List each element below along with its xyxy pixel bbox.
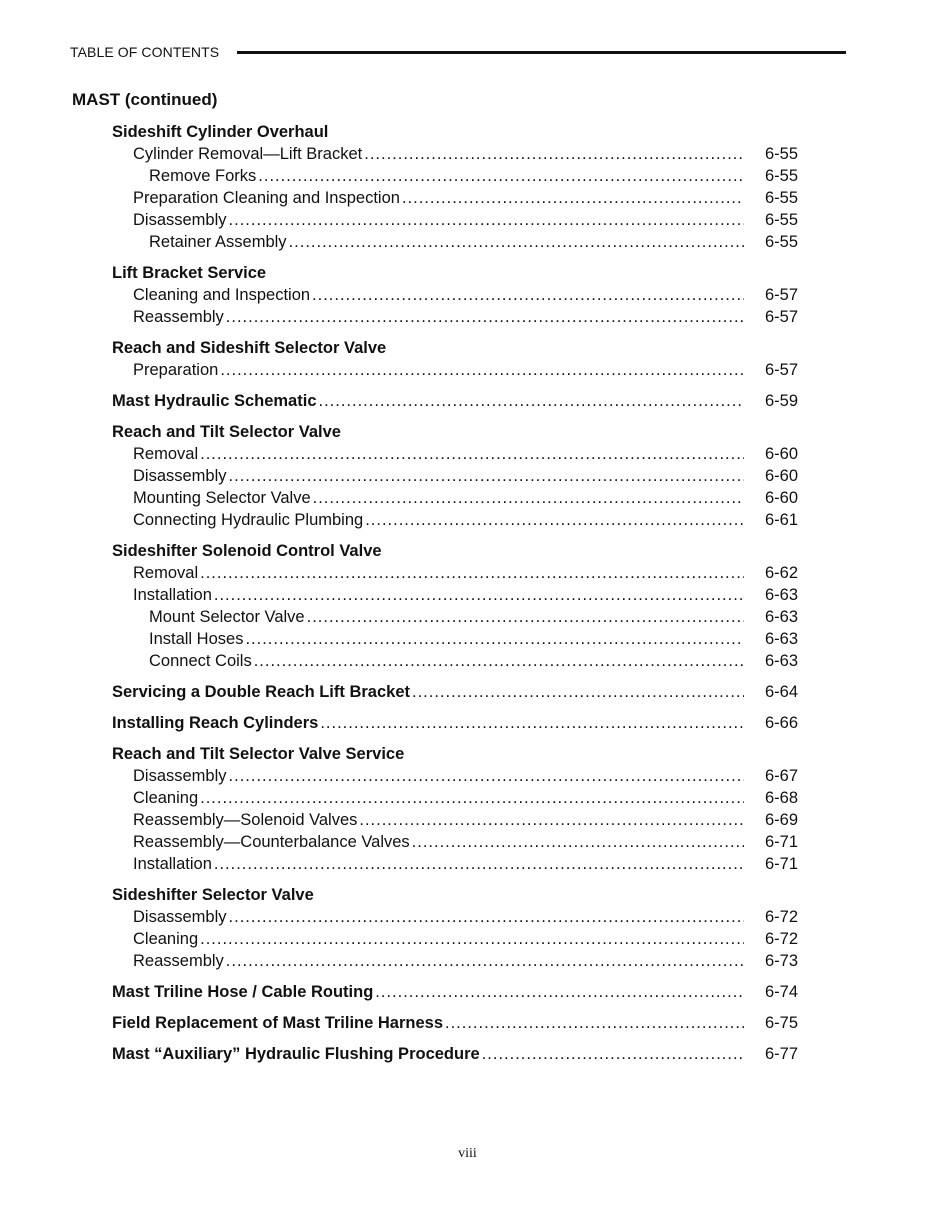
toc-entry[interactable]: [112, 606, 798, 628]
entry-page: 6-63: [764, 586, 798, 604]
entry-page: 6-60: [764, 467, 798, 485]
dot-leader: [312, 284, 744, 306]
section-title: Sideshift Cylinder Overhaul: [112, 123, 329, 141]
dot-leader: [289, 231, 744, 253]
entry-label: Removal: [133, 564, 199, 582]
toc-entry[interactable]: [112, 650, 798, 672]
entry-label: Disassembly: [133, 211, 227, 229]
entry-label: Mount Selector Valve: [149, 608, 305, 626]
entry-page: 6-74: [764, 983, 798, 1001]
entry-page: 6-63: [764, 608, 798, 626]
toc-section: [112, 743, 798, 875]
dot-leader: [200, 928, 744, 950]
entry-page: 6-72: [764, 908, 798, 926]
entry-page: 6-61: [764, 511, 798, 529]
toc-entry[interactable]: [112, 906, 798, 928]
entry-page: 6-55: [764, 167, 798, 185]
entry-page: 6-73: [764, 952, 798, 970]
toc-section: [112, 681, 798, 703]
entry-label: Retainer Assembly: [149, 233, 287, 251]
entry-label: Install Hoses: [149, 630, 244, 648]
toc-section: [112, 1043, 798, 1065]
entry-label: Connecting Hydraulic Plumbing: [133, 511, 364, 529]
entry-label: Reassembly—Counterbalance Valves: [133, 833, 410, 851]
entry-label: Remove Forks: [149, 167, 257, 185]
toc-entry[interactable]: [112, 712, 798, 734]
toc-entry[interactable]: [112, 928, 798, 950]
toc-section: [112, 884, 798, 972]
toc-section: [112, 712, 798, 734]
entry-label: Installation: [133, 855, 212, 873]
dot-leader: [412, 681, 744, 703]
dot-leader: [402, 187, 744, 209]
dot-leader: [214, 853, 744, 875]
entry-label: Connect Coils: [149, 652, 252, 670]
toc-entry[interactable]: [112, 509, 798, 531]
section-title: Sideshifter Solenoid Control Valve: [112, 542, 382, 560]
toc-entry[interactable]: [112, 765, 798, 787]
toc-entry[interactable]: [112, 231, 798, 253]
dot-leader: [229, 765, 744, 787]
entry-label: Removal: [133, 445, 199, 463]
toc-entry[interactable]: [112, 187, 798, 209]
dot-leader: [482, 1043, 744, 1065]
toc-entry[interactable]: [112, 487, 798, 509]
dot-leader: [365, 509, 744, 531]
dot-leader: [364, 143, 744, 165]
entry-page: 6-77: [764, 1045, 798, 1063]
entry-label: Reassembly—Solenoid Valves: [133, 811, 358, 829]
dot-leader: [313, 487, 744, 509]
toc-section: [112, 981, 798, 1003]
dot-leader: [226, 306, 744, 328]
dot-leader: [229, 906, 744, 928]
toc-entry[interactable]: [112, 143, 798, 165]
chapter-title: MAST (continued): [72, 90, 218, 109]
section-title: Mast Hydraulic Schematic: [112, 392, 317, 410]
dot-leader: [229, 209, 744, 231]
entry-page: 6-60: [764, 445, 798, 463]
toc-entry[interactable]: [112, 306, 798, 328]
table-of-contents: [112, 121, 798, 1074]
toc-section: [112, 337, 798, 381]
entry-page: 6-55: [764, 211, 798, 229]
toc-entry[interactable]: [112, 443, 798, 465]
dot-leader: [375, 981, 744, 1003]
dot-leader: [445, 1012, 744, 1034]
entry-label: Reassembly: [133, 308, 224, 326]
entry-page: 6-57: [764, 361, 798, 379]
toc-entry[interactable]: [112, 628, 798, 650]
toc-entry[interactable]: [112, 1012, 798, 1034]
entry-page: 6-59: [764, 392, 798, 410]
toc-entry[interactable]: [112, 165, 798, 187]
entry-label: Cylinder Removal—Lift Bracket: [133, 145, 363, 163]
section-title: Reach and Tilt Selector Valve: [112, 423, 341, 441]
entry-page: 6-62: [764, 564, 798, 582]
dot-leader: [307, 606, 744, 628]
toc-section: [112, 421, 798, 531]
entry-label: Preparation: [133, 361, 219, 379]
entry-page: 6-57: [764, 308, 798, 326]
section-title: Servicing a Double Reach Lift Bracket: [112, 683, 411, 701]
section-title: Field Replacement of Mast Triline Harness: [112, 1014, 444, 1032]
toc-entry[interactable]: [112, 209, 798, 231]
header-label: TABLE OF CONTENTS: [70, 44, 220, 60]
toc-entry[interactable]: [112, 681, 798, 703]
toc-entry[interactable]: [112, 853, 798, 875]
entry-page: 6-68: [764, 789, 798, 807]
dot-leader: [319, 390, 745, 412]
toc-entry[interactable]: [112, 284, 798, 306]
entry-page: 6-66: [764, 714, 798, 732]
toc-entry[interactable]: [112, 950, 798, 972]
entry-label: Installation: [133, 586, 212, 604]
section-title: Mast Triline Hose / Cable Routing: [112, 983, 374, 1001]
dot-leader: [214, 584, 744, 606]
dot-leader: [258, 165, 744, 187]
header-rule: [237, 51, 846, 54]
toc-entry[interactable]: [112, 831, 798, 853]
entry-page: 6-55: [764, 189, 798, 207]
entry-page: 6-67: [764, 767, 798, 785]
toc-section: [112, 121, 798, 253]
dot-leader: [226, 950, 744, 972]
toc-entry[interactable]: [112, 390, 798, 412]
toc-entry[interactable]: [112, 562, 798, 584]
entry-page: 6-69: [764, 811, 798, 829]
section-title: Installing Reach Cylinders: [112, 714, 319, 732]
section-title: Mast “Auxiliary” Hydraulic Flushing Procedure: [112, 1045, 480, 1063]
entry-page: 6-63: [764, 630, 798, 648]
page-number: viii: [458, 1146, 477, 1161]
dot-leader: [229, 465, 744, 487]
toc-entry[interactable]: [112, 809, 798, 831]
entry-page: 6-71: [764, 855, 798, 873]
toc-section: [112, 262, 798, 328]
dot-leader: [245, 628, 744, 650]
entry-label: Cleaning: [133, 930, 199, 948]
entry-label: Cleaning and Inspection: [133, 286, 311, 304]
page-header: [70, 43, 846, 61]
section-title: Lift Bracket Service: [112, 264, 267, 282]
dot-leader: [220, 359, 744, 381]
entry-page: 6-55: [764, 145, 798, 163]
toc-entry[interactable]: [112, 584, 798, 606]
entry-page: 6-55: [764, 233, 798, 251]
entry-page: 6-71: [764, 833, 798, 851]
entry-page: 6-57: [764, 286, 798, 304]
section-title: Reach and Sideshift Selector Valve: [112, 339, 387, 357]
entry-label: Mounting Selector Valve: [133, 489, 311, 507]
dot-leader: [200, 443, 744, 465]
toc-section: [112, 540, 798, 672]
toc-entry[interactable]: [112, 981, 798, 1003]
toc-entry[interactable]: [112, 787, 798, 809]
dot-leader: [200, 787, 744, 809]
toc-entry[interactable]: [112, 359, 798, 381]
entry-page: 6-75: [764, 1014, 798, 1032]
entry-label: Reassembly: [133, 952, 224, 970]
section-title: Sideshifter Selector Valve: [112, 886, 314, 904]
dot-leader: [359, 809, 744, 831]
toc-section: [112, 1012, 798, 1034]
entry-page: 6-72: [764, 930, 798, 948]
entry-label: Disassembly: [133, 908, 227, 926]
dot-leader: [200, 562, 744, 584]
section-title: Reach and Tilt Selector Valve Service: [112, 745, 405, 763]
dot-leader: [254, 650, 744, 672]
entry-page: 6-60: [764, 489, 798, 507]
entry-label: Disassembly: [133, 467, 227, 485]
dot-leader: [320, 712, 744, 734]
entry-label: Cleaning: [133, 789, 199, 807]
toc-section: [112, 390, 798, 412]
entry-page: 6-63: [764, 652, 798, 670]
toc-entry[interactable]: [112, 1043, 798, 1065]
entry-label: Preparation Cleaning and Inspection: [133, 189, 400, 207]
entry-page: 6-64: [764, 683, 798, 701]
entry-label: Disassembly: [133, 767, 227, 785]
toc-entry[interactable]: [112, 465, 798, 487]
dot-leader: [412, 831, 744, 853]
